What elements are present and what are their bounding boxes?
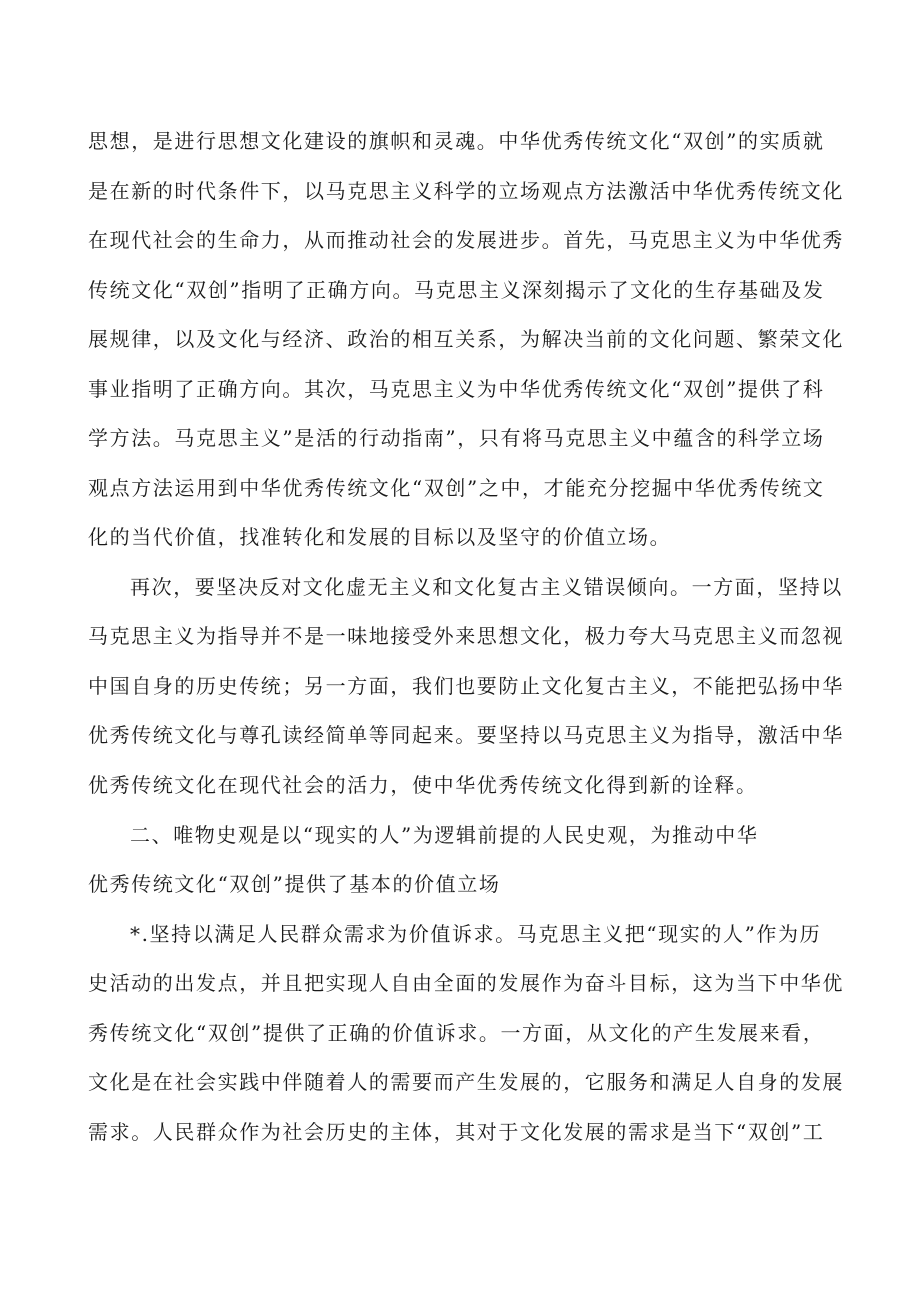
text-line: 学方法。马克思主义”是活的行动指南”，只有将马克思主义中蕴含的科学立场 — [88, 426, 825, 450]
text-line: 史活动的出发点，并且把实现人自由全面的发展作为奋斗目标，这为当下中华优 — [88, 971, 844, 995]
text-line: 文化是在社会实践中伴随着人的需要而产生发展的，它服务和满足人自身的发展 — [88, 1070, 844, 1094]
text-line: 马克思主义为指导并不是一味地接受外来思想文化，极力夸大马克思主义而忽视 — [88, 624, 844, 648]
text-line: 中国自身的历史传统；另一方面，我们也要防止文化复古主义，不能把弘扬中华 — [88, 674, 844, 698]
text-line: 在现代社会的生命力，从而推动社会的发展进步。首先，马克思主义为中华优秀 — [88, 228, 844, 252]
text-line: 秀传统文化“双创”提供了正确的价值诉求。一方面，从文化的产生发展来看， — [88, 1021, 825, 1045]
text-line: 事业指明了正确方向。其次，马克思主义为中华优秀传统文化“双创”提供了科 — [88, 377, 825, 401]
text-line: 优秀传统文化在现代社会的活力，使中华优秀传统文化得到新的诠释。 — [88, 773, 758, 797]
text-line: 再次，要坚决反对文化虚无主义和文化复古主义错误倾向。一方面，坚持以 — [130, 575, 843, 599]
text-line: 优秀传统文化与尊孔读经简单等同起来。要坚持以马克思主义为指导，激活中华 — [88, 723, 844, 747]
heading-line: 二、唯物史观是以“现实的人”为逻辑前提的人民史观，为推动中华 — [130, 823, 759, 847]
heading-line: 优秀传统文化“双创”提供了基本的价值立场 — [88, 872, 501, 896]
text-line: 是在新的时代条件下，以马克思主义科学的立场观点方法激活中华优秀传统文化 — [88, 179, 844, 203]
text-line: 展规律，以及文化与经济、政治的相互关系，为解决当前的文化问题、繁荣文化 — [88, 327, 844, 351]
text-line: *.坚持以满足人民群众需求为价值诉求。马克思主义把“现实的人”作为历 — [130, 922, 822, 946]
text-line: 需求。人民群众作为社会历史的主体，其对于文化发展的需求是当下“双创”工 — [88, 1120, 825, 1144]
text-line: 观点方法运用到中华优秀传统文化“双创”之中，才能充分挖掘中华优秀传统文 — [88, 476, 825, 500]
text-line: 传统文化“双创”指明了正确方向。马克思主义深刻揭示了文化的生存基础及发 — [88, 278, 825, 302]
text-line: 化的当代价值，找准转化和发展的目标以及坚守的价值立场。 — [88, 525, 672, 549]
text-line: 思想，是进行思想文化建设的旗帜和灵魂。中华优秀传统文化“双创”的实质就 — [88, 129, 825, 153]
